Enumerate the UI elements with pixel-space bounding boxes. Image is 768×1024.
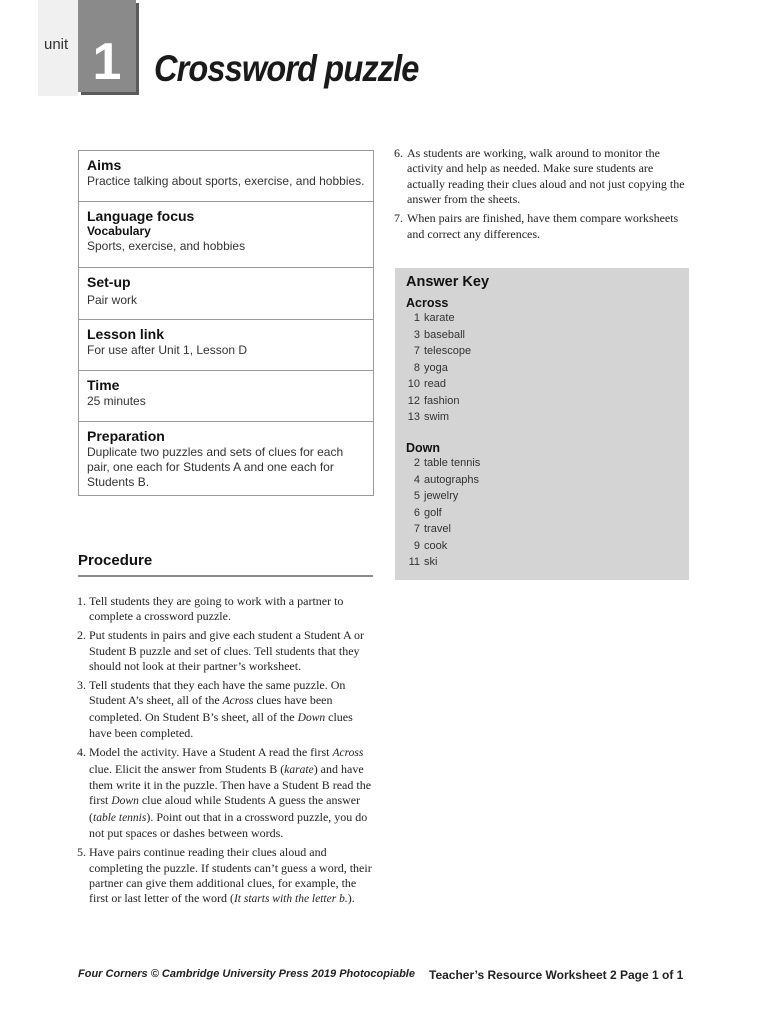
answer-word: cook <box>424 539 448 552</box>
footer-page-info: Teacher’s Resource Worksheet 2 Page 1 of 1 <box>429 968 684 982</box>
answer-word: telescope <box>424 345 472 357</box>
section-body: Practice talking about sports, exercise, and hobbies. <box>87 174 365 188</box>
answer-key-item <box>406 327 471 344</box>
answer-number: 6 <box>413 506 420 519</box>
step-number: 5. <box>77 845 86 860</box>
answer-key-item <box>406 310 471 327</box>
step-emphasis: Down <box>111 795 139 808</box>
answer-key-item <box>406 505 480 522</box>
step-emphasis: Across <box>222 695 254 708</box>
answer-number: 7 <box>413 345 420 357</box>
answer-key-item <box>406 472 480 489</box>
answer-key-down-heading: Down <box>406 441 441 455</box>
section-body: Pair work <box>87 293 138 307</box>
section-heading: Preparation <box>87 428 165 444</box>
answer-number: 10 <box>407 378 420 390</box>
step-text: Put students in pairs and give each student a Student A or Student B puzzle and set of clues. Tell students that they should not look at their partner’s worksheet. <box>89 628 364 674</box>
answer-number: 1 <box>413 312 420 324</box>
info-section-preparation <box>79 422 373 495</box>
procedure-step <box>78 745 378 841</box>
answer-key-item <box>406 343 471 360</box>
section-heading: Language focus <box>87 208 195 224</box>
step-text: clue. Elicit the answer from Students B ( <box>89 761 285 776</box>
answer-key-item <box>406 393 471 410</box>
answer-number: 7 <box>413 523 420 535</box>
step-text: ). Point out that in a crossword puzzle, you do not put spaces or dashes between words. <box>89 809 368 841</box>
answer-number: 9 <box>413 539 420 552</box>
step-text: ) and have them write it in the puzzle. Then have a Student B read the first <box>89 761 372 808</box>
step-emphasis: Down <box>297 711 326 724</box>
answer-word: jewelry <box>424 490 459 502</box>
answer-word: travel <box>424 523 451 535</box>
answer-key-item <box>406 376 471 393</box>
answer-key-down <box>406 441 480 571</box>
step-number: 4. <box>77 745 86 760</box>
step-number: 3. <box>77 678 86 693</box>
answer-number: 8 <box>413 361 420 374</box>
answer-word: table tennis <box>424 457 481 469</box>
procedure-step <box>78 594 378 625</box>
step-text: clue aloud while Students A guess the answer ( <box>89 793 361 824</box>
step-number: 6. <box>394 146 403 160</box>
answer-key-across-heading: Across <box>406 296 449 310</box>
answer-number: 11 <box>408 556 420 568</box>
answer-key-box <box>395 268 689 580</box>
unit-number-box <box>78 0 136 92</box>
answer-word: read <box>424 378 447 390</box>
procedure-step <box>394 211 694 242</box>
procedure-divider <box>78 575 373 577</box>
step-text: clues have been completed. On Student B’s sheet, all of the <box>89 693 333 724</box>
answer-key-across-list <box>406 310 471 426</box>
step-text: As students are working, walk around to monitor the activity and help as needed. Make sure students are actually reading their clues aloud and not just copying the answer from the sheets. <box>407 146 685 207</box>
step-emphasis: Across <box>332 747 364 760</box>
answer-number: 12 <box>407 394 420 407</box>
answer-key-item <box>406 488 480 505</box>
step-emphasis: It starts with the letter b. <box>233 893 348 906</box>
answer-word: golf <box>424 506 442 519</box>
section-body: 25 minutes <box>87 394 146 408</box>
answer-key-across <box>406 296 471 426</box>
section-heading: Aims <box>87 157 122 173</box>
info-section-time <box>79 371 373 422</box>
answer-key-down-list <box>406 455 480 571</box>
section-heading: Lesson link <box>87 326 165 342</box>
answer-number: 5 <box>413 490 420 502</box>
answer-key-item <box>406 521 480 538</box>
answer-key-item <box>406 455 480 472</box>
section-heading: Set-up <box>87 274 131 290</box>
step-text: Have pairs continue reading their clues aloud and completing the puzzle. If students can’t guess a word, their partner can give them additional clues, for example, the first or last letter of the word ( <box>89 845 372 906</box>
unit-number: 1 <box>92 33 122 91</box>
answer-key-title: Answer Key <box>406 274 490 290</box>
procedure-steps-continued <box>394 146 694 245</box>
section-subheading: Vocabulary <box>87 224 151 238</box>
answer-word: swim <box>424 411 450 423</box>
section-body: Sports, exercise, and hobbies <box>87 239 246 253</box>
info-section-setup <box>79 268 373 320</box>
step-text: clues have been completed. <box>89 709 353 741</box>
step-emphasis: karate <box>284 763 314 776</box>
answer-key-item <box>406 360 471 377</box>
step-text: Model the activity. Have a Student A read the first <box>89 745 333 760</box>
answer-key-item <box>406 538 480 555</box>
page-title: Crossword puzzle <box>154 48 419 89</box>
step-text: Tell students they are going to work with a partner to complete a crossword puzzle. <box>89 594 344 624</box>
step-text: When pairs are finished, have them compare worksheets and correct any differences. <box>407 211 679 241</box>
lesson-info-box <box>78 150 374 496</box>
procedure-steps <box>78 594 378 911</box>
answer-number: 2 <box>413 457 420 469</box>
section-body: For use after Unit 1, Lesson D <box>87 343 248 357</box>
step-text: Tell students that they each have the same puzzle. On Student A’s sheet, all of the <box>89 678 346 708</box>
section-heading: Time <box>87 377 120 393</box>
answer-word: baseball <box>424 328 465 341</box>
answer-number: 13 <box>407 411 420 423</box>
answer-word: ski <box>424 556 438 568</box>
step-number: 7. <box>394 211 403 226</box>
info-section-lesson-link <box>79 320 373 371</box>
unit-label: unit <box>44 36 69 53</box>
answer-word: yoga <box>424 361 448 374</box>
procedure-heading: Procedure <box>78 552 153 569</box>
info-section-language-focus <box>79 202 373 268</box>
answer-key-item <box>406 554 480 571</box>
step-emphasis: table tennis <box>93 811 147 824</box>
procedure-step <box>78 678 378 742</box>
procedure-step <box>78 845 378 908</box>
section-body: Duplicate two puzzles and sets of clues for each pair, one each for Students A and one each for Students B. <box>87 445 344 489</box>
answer-key-item <box>406 409 471 426</box>
answer-word: autographs <box>424 473 480 486</box>
answer-number: 3 <box>413 328 420 341</box>
step-text: ). <box>347 891 355 906</box>
answer-word: karate <box>424 312 455 324</box>
answer-number: 4 <box>413 473 420 486</box>
info-section-aims <box>79 151 373 202</box>
procedure-step <box>78 628 378 674</box>
footer-copyright: Four Corners © Cambridge University Press 2019 Photocopiable <box>78 968 415 980</box>
procedure-step <box>394 146 694 208</box>
step-number: 2. <box>77 628 86 643</box>
answer-word: fashion <box>424 394 460 407</box>
step-number: 1. <box>77 594 86 608</box>
